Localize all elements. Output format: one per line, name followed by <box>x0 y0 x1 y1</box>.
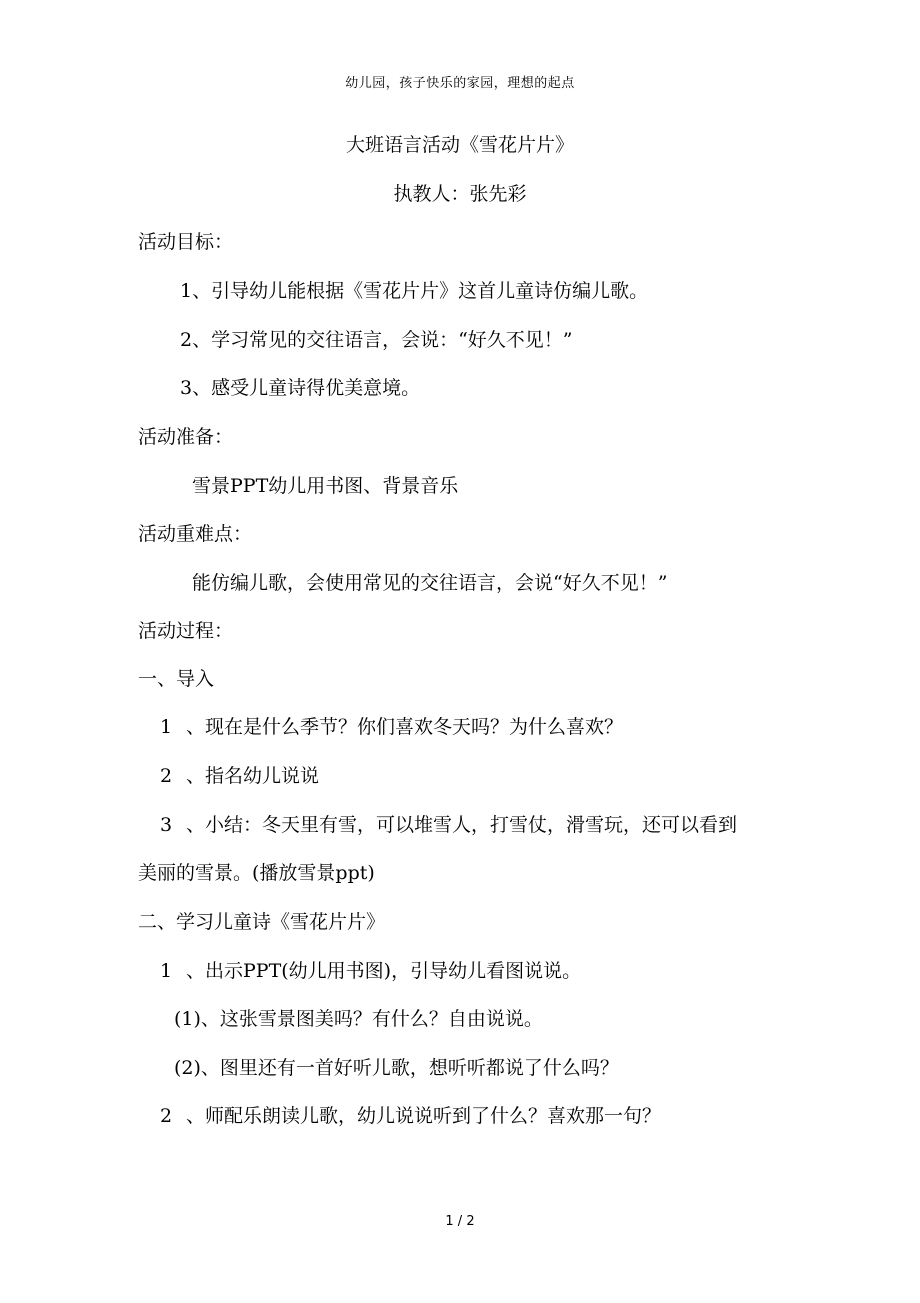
step-item <box>160 958 581 984</box>
step-item <box>160 1103 661 1129</box>
step-item <box>160 812 737 838</box>
step-item <box>160 714 623 740</box>
process-heading: 活动过程： <box>138 620 234 642</box>
step-continuation: 美丽的雪景。(播放雪景ppt) <box>138 862 375 884</box>
goal-item: 1、引导幼儿能根据《雪花片片》这首儿童诗仿编儿歌。 <box>180 280 649 302</box>
prep-text: 雪景PPT幼儿用书图、背景音乐 <box>192 475 459 497</box>
step-number: 2 <box>160 765 173 787</box>
step-text: 、指名幼儿说说 <box>186 765 320 787</box>
step-text: 、师配乐朗读儿歌，幼儿说说听到了什么？喜欢那一句？ <box>186 1105 662 1127</box>
document-title: 大班语言活动《雪花片片》 <box>345 134 574 156</box>
step-number: 1 <box>160 716 173 738</box>
page-number: 1 / 2 <box>445 1214 475 1229</box>
section-title: 一、导入 <box>138 668 215 690</box>
sub-step-item: (1)、这张雪景图美吗？有什么？自由说说。 <box>174 1008 543 1030</box>
step-number: 1 <box>160 960 173 982</box>
step-text: 、出示PPT(幼儿用书图)，引导幼儿看图说说。 <box>186 960 582 982</box>
goal-item: 3、感受儿童诗得优美意境。 <box>180 377 421 399</box>
step-text: 、小结：冬天里有雪，可以堆雪人，打雪仗，滑雪玩，还可以看到 <box>186 814 738 836</box>
step-number: 2 <box>160 1105 173 1127</box>
key-heading: 活动重难点： <box>138 523 253 545</box>
section-title: 二、学习儿童诗《雪花片片》 <box>138 911 386 933</box>
step-item <box>160 763 319 789</box>
sub-step-item: (2)、图里还有一首好听儿歌，想听听都说了什么吗？ <box>174 1057 619 1079</box>
goals-heading: 活动目标： <box>138 231 234 253</box>
teacher-line: 执教人：张先彩 <box>393 183 527 205</box>
prep-heading: 活动准备： <box>138 426 234 448</box>
goal-item: 2、学习常见的交往语言，会说：“好久不见！” <box>180 329 573 351</box>
key-text: 能仿编儿歌，会使用常见的交往语言，会说“好久不见！” <box>192 572 668 594</box>
step-text: 、现在是什么季节？你们喜欢冬天吗？为什么喜欢？ <box>186 716 624 738</box>
step-number: 3 <box>160 814 173 836</box>
page-header: 幼儿园，孩子快乐的家园，理想的起点 <box>345 76 575 91</box>
